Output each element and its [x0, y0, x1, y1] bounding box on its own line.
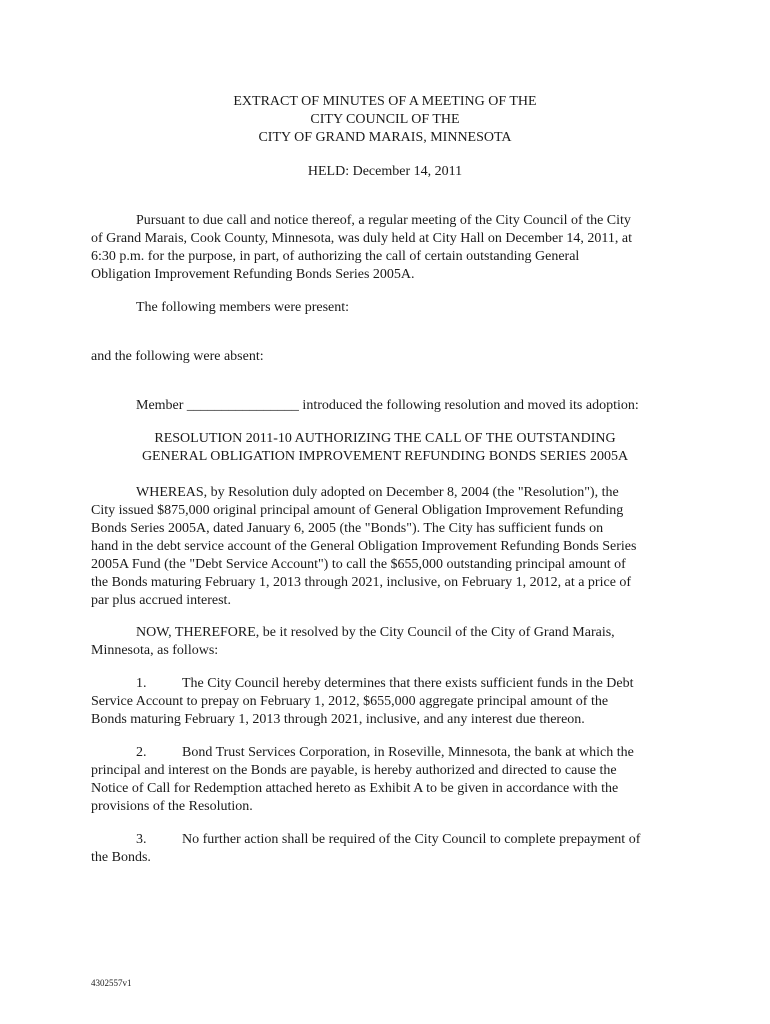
- resolution-title-line-2: GENERAL OBLIGATION IMPROVEMENT REFUNDING BONDS SERIES 2005A: [141, 449, 629, 464]
- member-motion-line: [91, 397, 681, 415]
- paragraph-line: Obligation Improvement Refunding Bonds Series 2005A.: [91, 267, 415, 282]
- paragraph-line: Notice of Call for Redemption attached hereto as Exhibit A to be given in accordance with the: [91, 781, 619, 796]
- paragraph-line: City issued $875,000 original principal amount of General Obligation Improvement Refunding: [91, 503, 624, 518]
- therefore-paragraph: [91, 624, 681, 660]
- paragraph-line: of Grand Marais, Cook County, Minnesota, was duly held at City Hall on December 14, 2011, at: [91, 231, 632, 246]
- item-number: 3.: [136, 832, 147, 847]
- numbered-item-3: [91, 831, 681, 867]
- item-first-line: [91, 675, 681, 693]
- document-heading: [0, 93, 770, 147]
- paragraph-line: hand in the debt service account of the General Obligation Improvement Refunding Bonds Series: [91, 539, 637, 554]
- paragraph-line: Pursuant to due call and notice thereof, a regular meeting of the City Council of the City: [136, 213, 631, 228]
- paragraph-line: the Bonds maturing February 1, 2013 through 2021, inclusive, on February 1, 2012, at a price of: [91, 575, 632, 590]
- item-first-line: [91, 744, 681, 762]
- held-date-line: HELD: December 14, 2011: [307, 164, 463, 179]
- whereas-paragraph: [91, 484, 681, 610]
- paragraph-line: par plus accrued interest.: [91, 593, 231, 608]
- resolution-title: [0, 430, 770, 466]
- paragraph-line: Service Account to prepay on February 1, 2012, $655,000 aggregate principal amount of the: [91, 694, 609, 709]
- paragraph-line: NOW, THEREFORE, be it resolved by the City Council of the City of Grand Marais,: [136, 625, 615, 640]
- absent-text: and the following were absent:: [91, 349, 264, 364]
- paragraph-line: No further action shall be required of the City Council to complete prepayment of: [182, 832, 641, 847]
- numbered-item-1: [91, 675, 681, 729]
- paragraph-line: WHEREAS, by Resolution duly adopted on December 8, 2004 (the "Resolution"), the: [136, 485, 619, 500]
- intro-paragraph: [91, 212, 681, 284]
- member-text: Member ________________ introduced the following resolution and moved its adoption:: [136, 398, 639, 413]
- paragraph-line: 6:30 p.m. for the purpose, in part, of authorizing the call of certain outstanding General: [91, 249, 580, 264]
- paragraph-line: provisions of the Resolution.: [91, 799, 253, 814]
- resolution-title-line-1: RESOLUTION 2011-10 AUTHORIZING THE CALL OF THE OUTSTANDING: [154, 431, 616, 446]
- document-id-footer: 4302557v1: [91, 978, 132, 988]
- absent-members-line: [91, 348, 681, 366]
- heading-line-1: EXTRACT OF MINUTES OF A MEETING OF THE: [233, 94, 537, 109]
- heading-line-2: CITY COUNCIL OF THE: [310, 112, 460, 127]
- item-number: 2.: [136, 745, 147, 760]
- meeting-date: [0, 163, 770, 181]
- paragraph-line: 2005A Fund (the "Debt Service Account") to call the $655,000 outstanding principal amount of: [91, 557, 626, 572]
- paragraph-line: The City Council hereby determines that there exists sufficient funds in the Debt: [182, 676, 634, 691]
- item-first-line: [91, 831, 681, 849]
- paragraph-line: Bond Trust Services Corporation, in Roseville, Minnesota, the bank at which the: [182, 745, 634, 760]
- paragraph-line: principal and interest on the Bonds are payable, is hereby authorized and directed to cause the: [91, 763, 617, 778]
- present-members-line: [91, 299, 681, 317]
- paragraph-line: Bonds Series 2005A, dated January 6, 2005 (the "Bonds"). The City has sufficient funds on: [91, 521, 604, 536]
- present-text: The following members were present:: [136, 300, 350, 315]
- item-number: 1.: [136, 676, 147, 691]
- heading-line-3: CITY OF GRAND MARAIS, MINNESOTA: [258, 130, 512, 145]
- paragraph-line: Bonds maturing February 1, 2013 through 2021, inclusive, and any interest due thereon.: [91, 712, 585, 727]
- numbered-item-2: [91, 744, 681, 816]
- paragraph-line: Minnesota, as follows:: [91, 643, 219, 658]
- paragraph-line: the Bonds.: [91, 850, 151, 865]
